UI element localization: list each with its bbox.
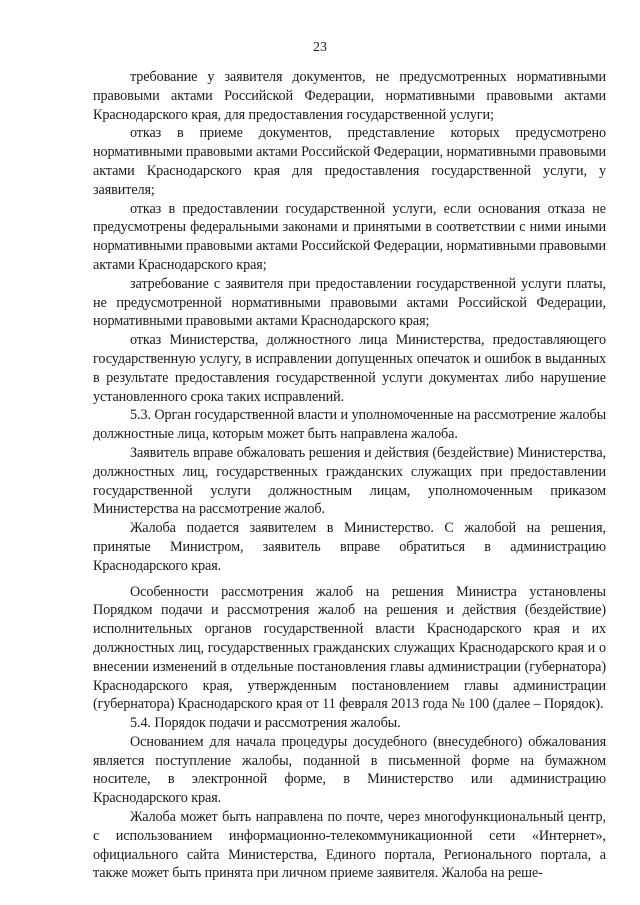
section-5-3-heading: 5.3. Орган государственной власти и уполномоченные на рассмотрение жалобы должностные лица, которым может быть направлена жалоба.: [93, 407, 606, 443]
paragraph-refusal-service: отказ в предоставлении государственной услуги, если основания отказа не предусмотрены федеральными законами и принятыми в соответствии с ними иными нормативными правовыми актами Российской Федерации, нормативными правовыми актами Краснодарского края;: [93, 200, 606, 273]
paragraph-minister-complaints: Особенности рассмотрения жалоб на решения Министра установлены Порядком подачи и рассмотрения жалоб на решения и действия (бездействие) исполнительных органов государственной власти Краснодарского края и их должностных лиц, государственных гражданских служащих Краснодарского края и о внесении изменений в отдельные постановления главы администрации (губернатора) Краснодарского края, утвержденным постановлением главы администрации (губернатора) Краснодарского края от 11 февраля 2013 года № 100 (далее – Порядок).: [93, 583, 606, 713]
paragraph-grounds-procedure: Основанием для начала процедуры досудебного (внесудебного) обжалования является поступление жалобы, поданной в письменной форме на бумажном носителе, в электронной форме, в Министерство или администрацию Краснодарского края.: [93, 733, 606, 807]
paragraph-correction-refusal: отказ Министерства, должностного лица Министерства, предоставляющего государственную услугу, в исправлении допущенных опечаток и ошибок в выданных в результате предоставления государственной услуги документах либо нарушение установленного срока таких исправлений.: [93, 332, 606, 405]
paragraph-right-to-appeal: Заявитель вправе обжаловать решения и действия (бездействие) Министерства, должностных лиц, государственных гражданских служащих при предоставлении государственной услуги должностным лицам, уполномоченным приказом Министерства на рассмотрение жалоб.: [93, 444, 606, 518]
paragraph-fee-demand: затребование с заявителя при предоставлении государственной услуги платы, не предусмотренной нормативными правовыми актами Российской Федерации, нормативными правовыми актами Краснодарского края;: [93, 275, 606, 330]
paragraph-requirement-documents: требование у заявителя документов, не предусмотренных нормативными правовыми актами Российской Федерации, нормативными правовыми актами Краснодарского края, для предоставления государственной услуги;: [93, 69, 606, 123]
paragraph-complaint-filing: Жалоба подается заявителем в Министерство. С жалобой на решения, принятые Министром, заявитель вправе обратиться в администрацию Краснодарского края.: [93, 520, 606, 574]
page-number: 23: [313, 40, 327, 55]
section-5-4-heading: 5.4. Порядок подачи и рассмотрения жалобы.: [130, 715, 401, 732]
paragraph-submission-channels: Жалоба может быть направлена по почте, через многофункциональный центр, с использованием информационно-телекоммуникационной сети «Интернет», официального сайта Министерства, Единого портала, Регионального портала, а также может быть принята при личном приеме заявителя. Жалоба на реше-: [93, 809, 606, 882]
document-body: [93, 68, 606, 883]
paragraph-refusal-acceptance: отказ в приеме документов, представление которых предусмотрено нормативными правовыми актами Российской Федерации, нормативными правовыми актами Краснодарского края для предоставления государственной услуги, у заявителя;: [93, 125, 606, 198]
